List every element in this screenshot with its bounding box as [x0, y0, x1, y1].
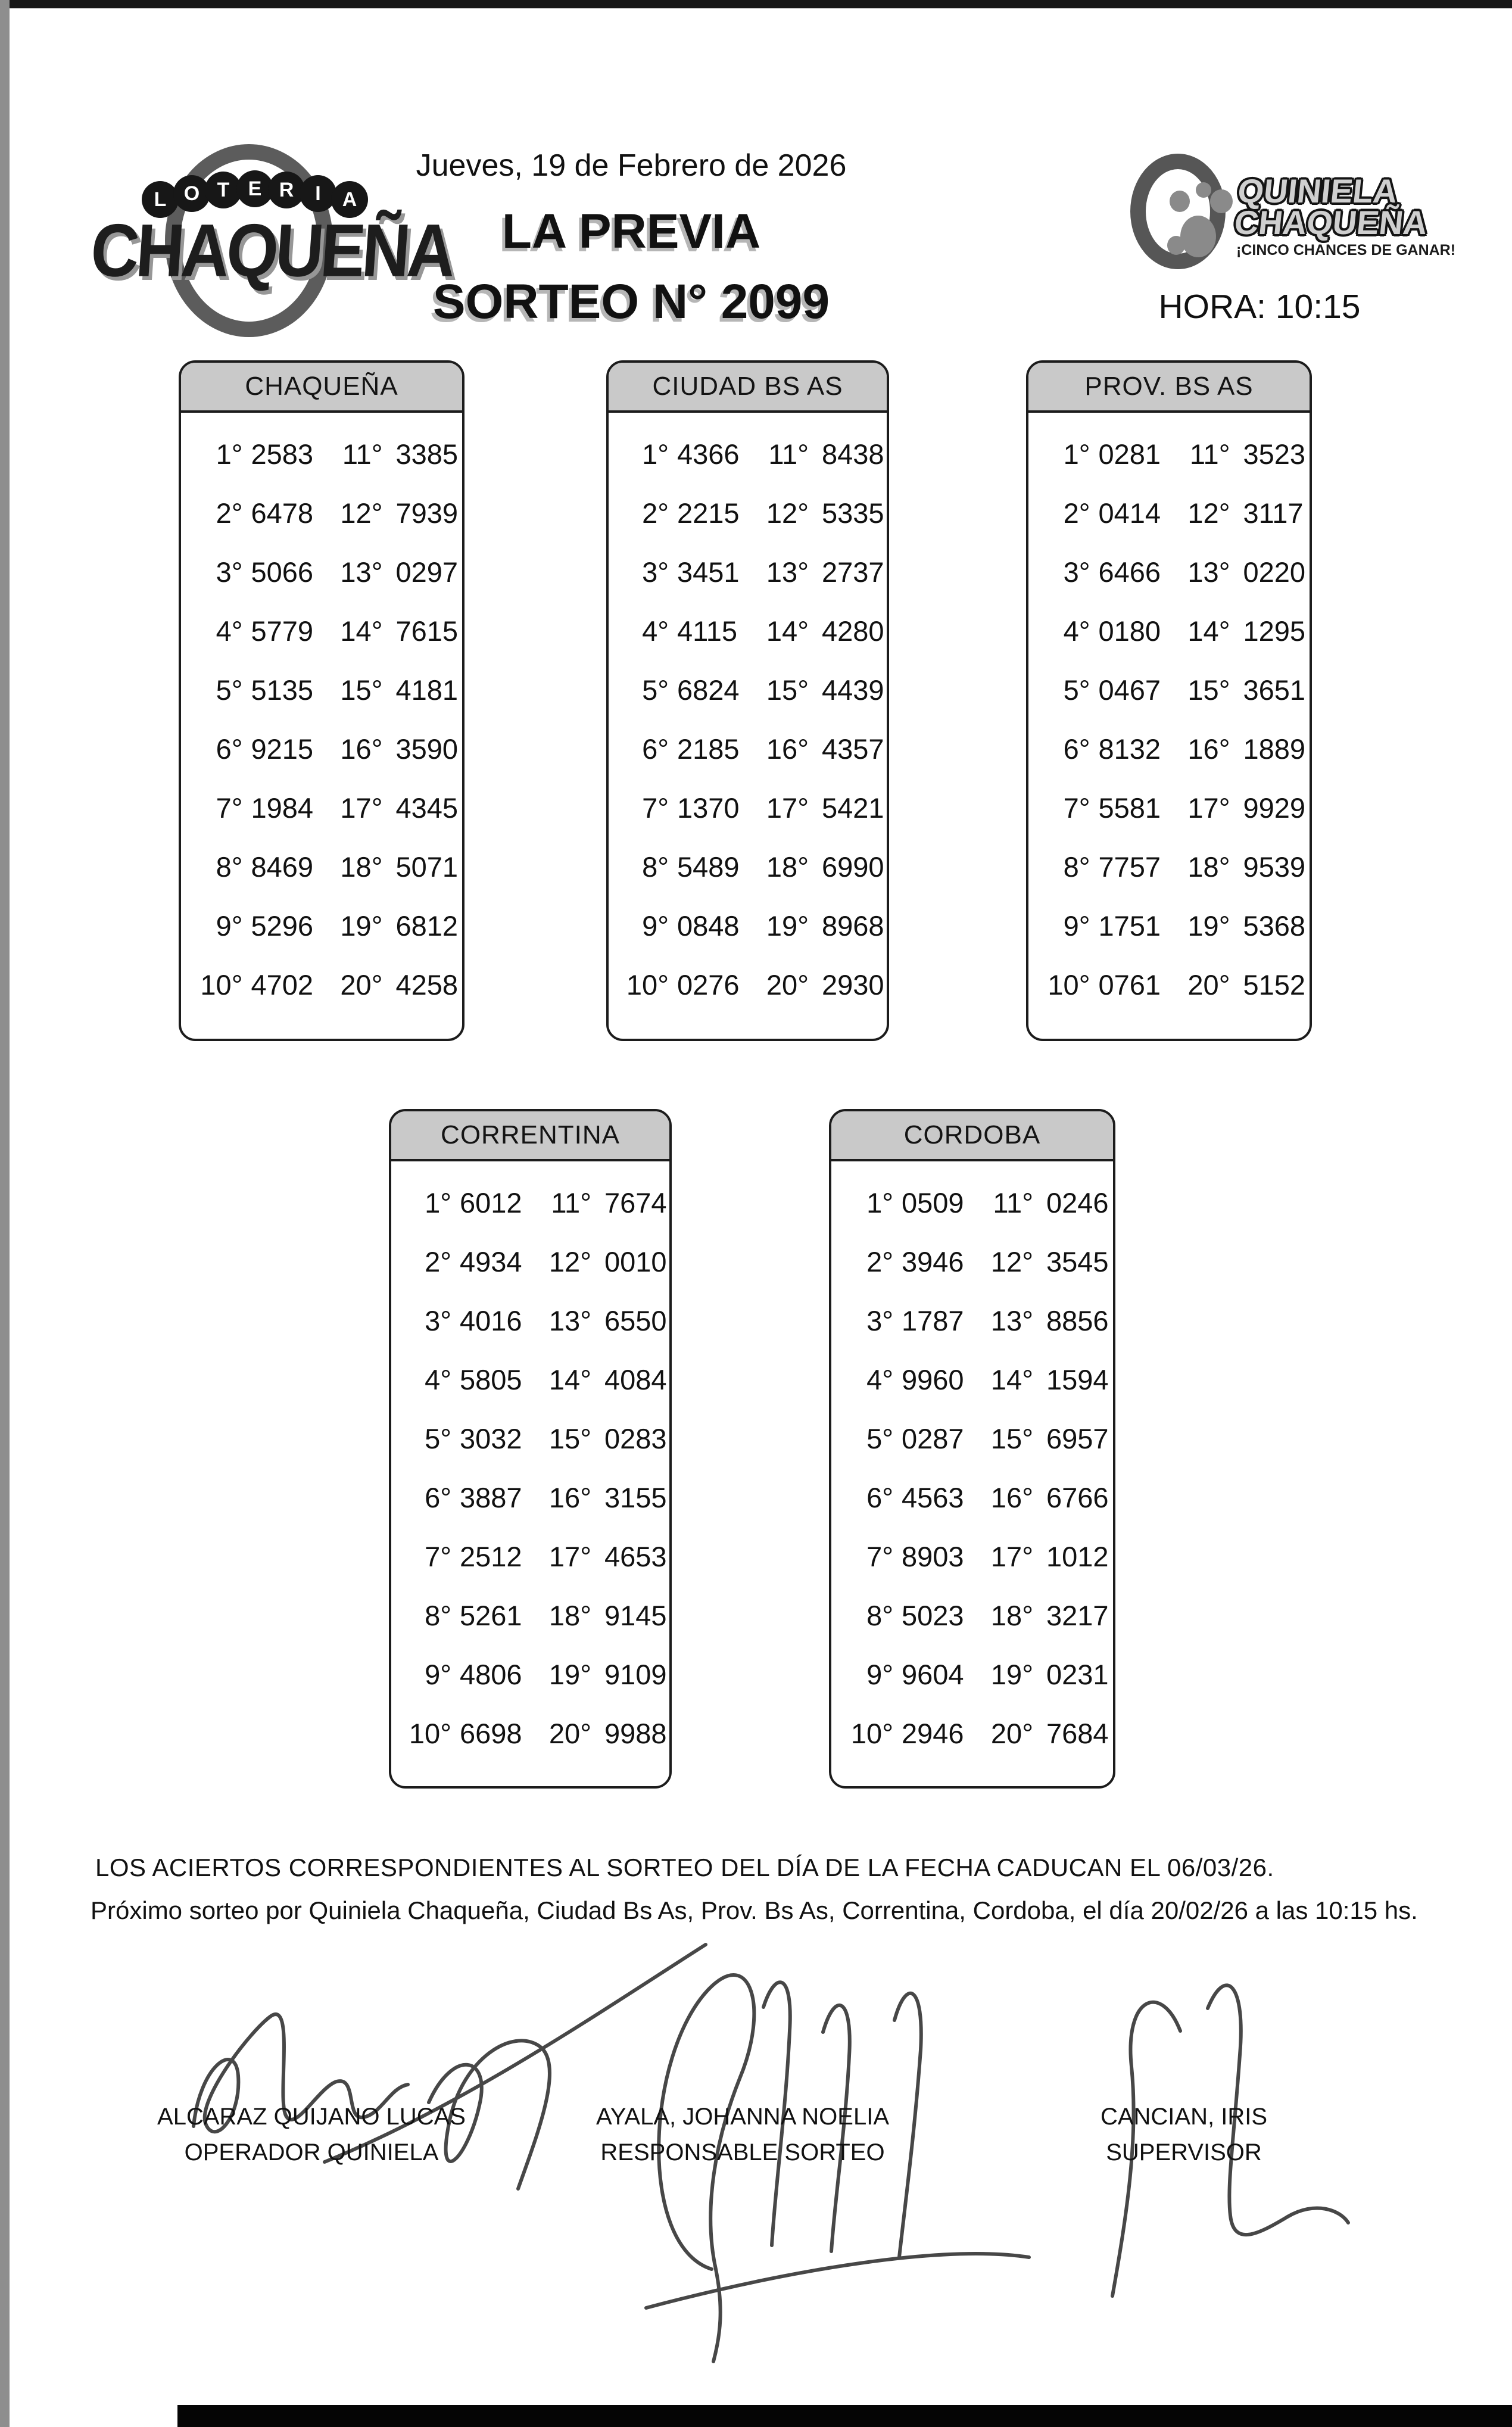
- number-value: 4084: [604, 1364, 667, 1395]
- position-label: 16°: [340, 733, 383, 765]
- lottery-ball-letter: A: [331, 181, 368, 218]
- position-label: 10°: [626, 969, 669, 1001]
- paw-dot-icon: [1180, 216, 1216, 257]
- table-row: [609, 602, 887, 661]
- results-table-cordoba: [829, 1109, 1115, 1789]
- table-title: PROV. BS AS: [1028, 363, 1310, 413]
- table-body: [1028, 425, 1310, 1014]
- table-body: [831, 1173, 1113, 1763]
- position-label: 7°: [216, 792, 243, 824]
- number-value: 9960: [902, 1364, 964, 1395]
- number-value: 0848: [677, 910, 740, 942]
- position-label: 3°: [425, 1305, 451, 1336]
- position-label: 17°: [340, 792, 383, 824]
- table-row: [391, 1173, 669, 1232]
- table-row: [391, 1232, 669, 1291]
- signature-name: CANCIAN, IRIS: [1100, 2104, 1268, 2130]
- number-value: 2583: [251, 438, 314, 470]
- table-row: [181, 425, 462, 484]
- number-value: 9539: [1243, 851, 1306, 883]
- position-label: 2°: [866, 1246, 893, 1278]
- lottery-ball-letter: E: [236, 170, 273, 207]
- results-table-prov-bs-as: [1026, 360, 1312, 1041]
- table-row: [391, 1527, 669, 1586]
- position-label: 2°: [216, 497, 243, 529]
- table-row: [609, 543, 887, 602]
- number-value: 7757: [1098, 851, 1161, 883]
- position-label: 20°: [990, 1718, 1033, 1749]
- position-label: 11°: [1189, 438, 1230, 470]
- number-value: 7674: [604, 1187, 667, 1219]
- draw-number: SORTEO N° 2099: [432, 275, 830, 329]
- table-row: [1028, 543, 1310, 602]
- position-label: 14°: [548, 1364, 591, 1395]
- position-label: 12°: [1187, 497, 1230, 529]
- signature-role: SUPERVISOR: [1106, 2139, 1262, 2166]
- number-value: 2215: [677, 497, 740, 529]
- quiniela-wordmark: [1232, 172, 1432, 241]
- position-label: 6°: [425, 1482, 451, 1513]
- table-row: [831, 1704, 1113, 1763]
- number-value: 4345: [395, 792, 459, 824]
- table-row: [831, 1409, 1113, 1468]
- position-label: 6°: [866, 1482, 893, 1513]
- position-label: 15°: [766, 674, 809, 706]
- position-label: 3°: [642, 556, 669, 588]
- number-value: 0231: [1046, 1659, 1109, 1690]
- number-value: 6990: [822, 851, 884, 883]
- number-value: 9145: [604, 1600, 667, 1631]
- position-label: 8°: [866, 1600, 893, 1631]
- position-label: 14°: [990, 1364, 1033, 1395]
- position-label: 4°: [425, 1364, 451, 1395]
- signature-name: AYALA, JOHANNA NOELIA: [596, 2104, 889, 2130]
- position-label: 6°: [1063, 733, 1090, 765]
- results-table-chaquena: [179, 360, 464, 1041]
- number-value: 0246: [1046, 1187, 1109, 1219]
- table-row: [1028, 837, 1310, 896]
- number-value: 0180: [1098, 615, 1161, 647]
- position-label: 17°: [548, 1541, 591, 1572]
- position-label: 9°: [425, 1659, 451, 1690]
- paw-dot-icon: [1170, 191, 1190, 212]
- number-value: 5805: [460, 1364, 522, 1395]
- table-row: [181, 484, 462, 543]
- number-value: 6012: [460, 1187, 522, 1219]
- number-value: 1295: [1243, 615, 1306, 647]
- table-title: CIUDAD BS AS: [609, 363, 887, 413]
- signature-role: RESPONSABLE SORTEO: [600, 2139, 885, 2166]
- number-value: 0283: [604, 1423, 667, 1454]
- number-value: 4258: [395, 969, 459, 1001]
- quiniela-tagline: ¡CINCO CHANCES DE GANAR!: [1236, 242, 1456, 258]
- number-value: 0297: [395, 556, 459, 588]
- table-row: [609, 719, 887, 778]
- number-value: 7939: [395, 497, 459, 529]
- position-label: 8°: [216, 851, 243, 883]
- number-value: 9215: [251, 733, 314, 765]
- position-label: 5°: [866, 1423, 893, 1454]
- position-label: 9°: [1063, 910, 1090, 942]
- table-row: [609, 955, 887, 1014]
- table-row: [609, 484, 887, 543]
- position-label: 17°: [990, 1541, 1033, 1572]
- paw-dot-icon: [1196, 182, 1211, 198]
- number-value: 1012: [1046, 1541, 1109, 1572]
- draw-time: HORA: 10:15: [1158, 288, 1361, 326]
- number-value: 4280: [822, 615, 884, 647]
- number-value: 0509: [902, 1187, 964, 1219]
- number-value: 3590: [395, 733, 459, 765]
- position-label: 13°: [990, 1305, 1033, 1336]
- position-label: 5°: [216, 674, 243, 706]
- position-label: 10°: [200, 969, 243, 1001]
- position-label: 12°: [340, 497, 383, 529]
- position-label: 2°: [425, 1246, 451, 1278]
- logo-wordmark: CHAQUEÑA: [88, 208, 456, 292]
- number-value: 9109: [604, 1659, 667, 1690]
- position-label: 13°: [1187, 556, 1230, 588]
- number-value: 5421: [822, 792, 884, 824]
- position-label: 2°: [1063, 497, 1090, 529]
- position-label: 6°: [216, 733, 243, 765]
- number-value: 6550: [604, 1305, 667, 1336]
- number-value: 5066: [251, 556, 314, 588]
- number-value: 5368: [1243, 910, 1306, 942]
- table-row: [831, 1527, 1113, 1586]
- table-row: [831, 1350, 1113, 1409]
- position-label: 15°: [340, 674, 383, 706]
- number-value: 2185: [677, 733, 740, 765]
- quiniela-line2: CHAQUEÑA: [1232, 204, 1430, 241]
- number-value: 1889: [1243, 733, 1306, 765]
- table-row: [1028, 719, 1310, 778]
- position-label: 13°: [766, 556, 809, 588]
- draw-date: Jueves, 19 de Febrero de 2026: [416, 148, 847, 183]
- number-value: 5489: [677, 851, 740, 883]
- position-label: 7°: [642, 792, 669, 824]
- table-row: [1028, 602, 1310, 661]
- table-row: [391, 1468, 669, 1527]
- position-label: 15°: [548, 1423, 591, 1454]
- position-label: 8°: [1063, 851, 1090, 883]
- table-row: [391, 1409, 669, 1468]
- position-label: 13°: [340, 556, 383, 588]
- number-value: 1594: [1046, 1364, 1109, 1395]
- table-row: [831, 1468, 1113, 1527]
- number-value: 4357: [822, 733, 884, 765]
- scan-artifact-left-strip: [0, 0, 10, 2427]
- position-label: 4°: [1063, 615, 1090, 647]
- results-table-correntina: [389, 1109, 672, 1789]
- position-label: 12°: [766, 497, 809, 529]
- table-body: [609, 425, 887, 1014]
- position-label: 13°: [548, 1305, 591, 1336]
- number-value: 4934: [460, 1246, 522, 1278]
- number-value: 1787: [902, 1305, 964, 1336]
- position-label: 19°: [548, 1659, 591, 1690]
- number-value: 5581: [1098, 792, 1161, 824]
- table-row: [391, 1645, 669, 1704]
- position-label: 5°: [642, 674, 669, 706]
- position-label: 18°: [766, 851, 809, 883]
- table-row: [1028, 778, 1310, 837]
- table-row: [181, 778, 462, 837]
- results-table-ciudad-bs-as: [606, 360, 889, 1041]
- position-label: 3°: [866, 1305, 893, 1336]
- number-value: 3032: [460, 1423, 522, 1454]
- scan-artifact-top-bar: [0, 0, 1512, 8]
- table-row: [391, 1350, 669, 1409]
- position-label: 5°: [425, 1423, 451, 1454]
- number-value: 9929: [1243, 792, 1306, 824]
- position-label: 16°: [766, 733, 809, 765]
- position-label: 9°: [216, 910, 243, 942]
- position-label: 12°: [990, 1246, 1033, 1278]
- position-label: 16°: [548, 1482, 591, 1513]
- position-label: 20°: [340, 969, 383, 1001]
- paw-dot-icon: [1167, 236, 1185, 255]
- number-value: 8132: [1098, 733, 1161, 765]
- position-label: 9°: [866, 1659, 893, 1690]
- number-value: 2946: [902, 1718, 964, 1749]
- table-title: CHAQUEÑA: [181, 363, 462, 413]
- position-label: 18°: [1187, 851, 1230, 883]
- number-value: 4115: [677, 615, 738, 647]
- number-value: 8438: [822, 438, 884, 470]
- number-value: 1984: [251, 792, 314, 824]
- number-value: 9988: [604, 1718, 667, 1749]
- position-label: 15°: [990, 1423, 1033, 1454]
- number-value: 3217: [1046, 1600, 1109, 1631]
- number-value: 4806: [460, 1659, 522, 1690]
- number-value: 6766: [1046, 1482, 1109, 1513]
- number-value: 8469: [251, 851, 314, 883]
- number-value: 4563: [902, 1482, 964, 1513]
- position-label: 19°: [1187, 910, 1230, 942]
- number-value: 4016: [460, 1305, 522, 1336]
- number-value: 0276: [677, 969, 740, 1001]
- number-value: 0220: [1243, 556, 1306, 588]
- number-value: 9604: [902, 1659, 964, 1690]
- number-value: 0287: [902, 1423, 964, 1454]
- number-value: 0414: [1098, 497, 1161, 529]
- number-value: 6957: [1046, 1423, 1109, 1454]
- table-row: [831, 1232, 1113, 1291]
- position-label: 18°: [990, 1600, 1033, 1631]
- number-value: 1751: [1098, 910, 1161, 942]
- lottery-ball-letter: O: [173, 175, 210, 212]
- paw-dot-icon: [1210, 189, 1233, 213]
- position-label: 20°: [1187, 969, 1230, 1001]
- table-row: [609, 425, 887, 484]
- number-value: 0761: [1098, 969, 1161, 1001]
- position-label: 10°: [1048, 969, 1090, 1001]
- lottery-ball-letter: L: [142, 181, 179, 218]
- position-label: 8°: [642, 851, 669, 883]
- position-label: 19°: [990, 1659, 1033, 1690]
- table-row: [831, 1645, 1113, 1704]
- number-value: 6824: [677, 674, 740, 706]
- table-row: [391, 1291, 669, 1350]
- position-label: 4°: [216, 615, 243, 647]
- number-value: 3451: [677, 556, 740, 588]
- table-row: [181, 543, 462, 602]
- table-row: [831, 1173, 1113, 1232]
- number-value: 3887: [460, 1482, 522, 1513]
- position-label: 10°: [409, 1718, 451, 1749]
- table-row: [1028, 661, 1310, 719]
- table-row: [181, 719, 462, 778]
- number-value: 4181: [395, 674, 459, 706]
- number-value: 5335: [822, 497, 884, 529]
- position-label: 11°: [551, 1187, 591, 1219]
- number-value: 8903: [902, 1541, 964, 1572]
- number-value: 1370: [677, 792, 740, 824]
- scan-artifact-bottom-bar: [177, 2405, 1512, 2427]
- position-label: 20°: [548, 1718, 591, 1749]
- table-row: [181, 661, 462, 719]
- lottery-ball-letter: T: [205, 172, 242, 208]
- number-value: 2737: [822, 556, 884, 588]
- position-label: 18°: [548, 1600, 591, 1631]
- position-label: 4°: [642, 615, 669, 647]
- table-body: [181, 425, 462, 1014]
- paw-ring-icon: [1130, 154, 1226, 269]
- lottery-ball-letter: R: [268, 172, 305, 208]
- position-label: 1°: [425, 1187, 451, 1219]
- table-row: [1028, 425, 1310, 484]
- number-value: 3385: [395, 438, 459, 470]
- table-title: CORRENTINA: [391, 1111, 669, 1161]
- position-label: 4°: [866, 1364, 893, 1395]
- position-label: 10°: [850, 1718, 893, 1749]
- table-body: [391, 1173, 669, 1763]
- position-label: 7°: [425, 1541, 451, 1572]
- table-row: [831, 1291, 1113, 1350]
- table-row: [609, 896, 887, 955]
- position-label: 20°: [766, 969, 809, 1001]
- table-row: [609, 778, 887, 837]
- position-label: 7°: [866, 1541, 893, 1572]
- number-value: 6812: [395, 910, 459, 942]
- table-row: [181, 896, 462, 955]
- signature-name: ALCARAZ QUIJANO LUCAS: [157, 2104, 466, 2130]
- position-label: 19°: [766, 910, 809, 942]
- number-value: 7615: [395, 615, 459, 647]
- table-row: [609, 661, 887, 719]
- number-value: 0467: [1098, 674, 1161, 706]
- position-label: 3°: [1063, 556, 1090, 588]
- number-value: 4439: [822, 674, 884, 706]
- number-value: 0281: [1098, 438, 1161, 470]
- table-row: [391, 1586, 669, 1645]
- position-label: 16°: [1187, 733, 1230, 765]
- number-value: 0010: [604, 1246, 667, 1278]
- table-row: [1028, 484, 1310, 543]
- number-value: 3523: [1243, 438, 1306, 470]
- number-value: 3651: [1243, 674, 1306, 706]
- number-value: 8968: [822, 910, 884, 942]
- table-title: CORDOBA: [831, 1111, 1113, 1161]
- number-value: 8856: [1046, 1305, 1109, 1336]
- number-value: 3946: [902, 1246, 964, 1278]
- position-label: 18°: [340, 851, 383, 883]
- position-label: 14°: [340, 615, 383, 647]
- position-label: 3°: [216, 556, 243, 588]
- number-value: 4366: [677, 438, 740, 470]
- number-value: 4653: [604, 1541, 667, 1572]
- position-label: 2°: [642, 497, 669, 529]
- number-value: 2512: [460, 1541, 522, 1572]
- number-value: 5152: [1243, 969, 1306, 1001]
- number-value: 6478: [251, 497, 314, 529]
- number-value: 6698: [460, 1718, 522, 1749]
- number-value: 3155: [604, 1482, 667, 1513]
- quiniela-chaquena-logo: [1120, 149, 1456, 292]
- position-label: 5°: [1063, 674, 1090, 706]
- number-value: 6466: [1098, 556, 1161, 588]
- table-row: [831, 1586, 1113, 1645]
- position-label: 6°: [642, 733, 669, 765]
- number-value: 5071: [395, 851, 459, 883]
- position-label: 11°: [993, 1187, 1033, 1219]
- position-label: 1°: [642, 438, 669, 470]
- position-label: 14°: [766, 615, 809, 647]
- table-row: [1028, 955, 1310, 1014]
- position-label: 8°: [425, 1600, 451, 1631]
- table-row: [1028, 896, 1310, 955]
- position-label: 7°: [1063, 792, 1090, 824]
- position-label: 11°: [768, 438, 809, 470]
- position-label: 1°: [1063, 438, 1090, 470]
- number-value: 5135: [251, 674, 314, 706]
- position-label: 14°: [1187, 615, 1230, 647]
- number-value: 3117: [1243, 497, 1304, 529]
- number-value: 4702: [251, 969, 314, 1001]
- position-label: 15°: [1187, 674, 1230, 706]
- number-value: 3545: [1046, 1246, 1109, 1278]
- position-label: 11°: [342, 438, 383, 470]
- position-label: 16°: [990, 1482, 1033, 1513]
- number-value: 7684: [1046, 1718, 1109, 1749]
- number-value: 5261: [460, 1600, 522, 1631]
- expiry-notice: LOS ACIERTOS CORRESPONDIENTES AL SORTEO DEL DÍA DE LA FECHA CADUCAN EL 06/03/26.: [95, 1853, 1274, 1881]
- table-row: [181, 955, 462, 1014]
- position-label: 17°: [766, 792, 809, 824]
- quiniela-line1: QUINIELA: [1236, 172, 1399, 210]
- lottery-ball-letter: I: [300, 175, 336, 212]
- table-row: [181, 837, 462, 896]
- position-label: 9°: [642, 910, 669, 942]
- number-value: 2930: [822, 969, 884, 1001]
- table-row: [391, 1704, 669, 1763]
- page-title: LA PREVIA: [501, 204, 761, 258]
- table-row: [181, 602, 462, 661]
- position-label: 12°: [548, 1246, 591, 1278]
- position-label: 1°: [216, 438, 243, 470]
- number-value: 5296: [251, 910, 314, 942]
- number-value: 5779: [251, 615, 314, 647]
- next-draw-notice: Próximo sorteo por Quiniela Chaqueña, Ciudad Bs As, Prov. Bs As, Correntina, Cordoba, el día 20/02/26 a las 10:15 hs.: [91, 1896, 1418, 1924]
- number-value: 5023: [902, 1600, 964, 1631]
- position-label: 1°: [866, 1187, 893, 1219]
- position-label: 17°: [1187, 792, 1230, 824]
- signature-role: OPERADOR QUINIELA: [184, 2139, 439, 2166]
- position-label: 19°: [340, 910, 383, 942]
- table-row: [609, 837, 887, 896]
